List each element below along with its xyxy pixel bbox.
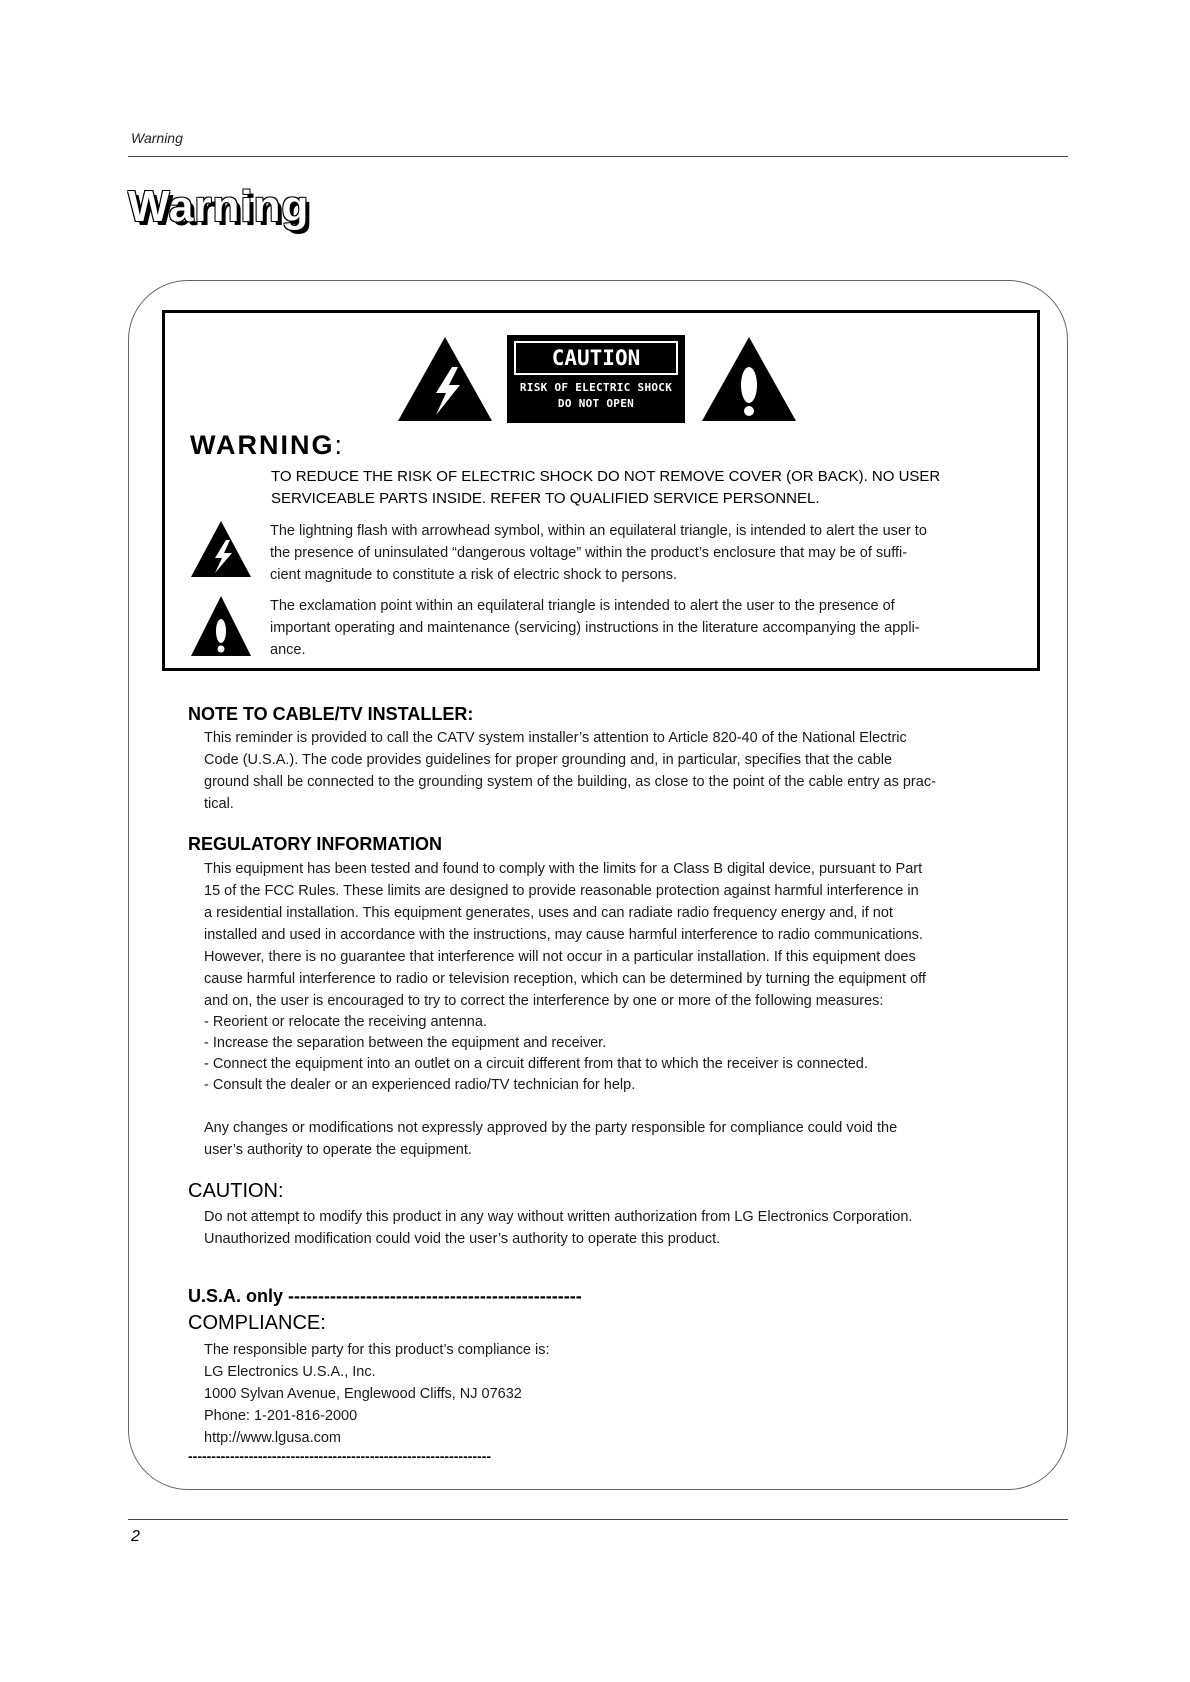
exclaim-text-line-1: The exclamation point within an equilateral triangle is intended to alert the user to the presence of: [270, 598, 895, 614]
compliance-heading: COMPLIANCE:: [188, 1312, 326, 1334]
warning-heading-colon: :: [334, 430, 345, 460]
regulatory-heading: REGULATORY INFORMATION: [188, 834, 442, 854]
regulatory-line-3: a residential installation. This equipment generates, uses and can radiate radio frequency energy and, if not: [204, 905, 893, 921]
page-number: 2: [131, 1528, 140, 1545]
regulatory-line-4: installed and used in accordance with the instructions, may cause harmful interference to radio communications.: [204, 927, 923, 943]
installer-line-4: tical.: [204, 796, 234, 812]
exclaim-text-line-3: ance.: [270, 642, 306, 658]
header-rule: [128, 156, 1068, 157]
usa-only-heading: [188, 1286, 582, 1307]
caution-label-line1: RISK OF ELECTRIC SHOCK: [519, 381, 673, 394]
compliance-url: http://www.lgusa.com: [204, 1430, 341, 1446]
installer-heading: NOTE TO CABLE/TV INSTALLER:: [188, 704, 474, 724]
regulatory-line-5: However, there is no guarantee that interference will not occur in a particular installation. If this equipment does: [204, 949, 916, 965]
warning-heading-text: WARNING: [190, 430, 335, 460]
regulatory-changes-line-2: user’s authority to operate the equipment.: [204, 1142, 472, 1158]
lightning-triangle-icon: [396, 335, 494, 423]
regulatory-line-2: 15 of the FCC Rules. These limits are designed to provide reasonable protection against harmful interference in: [204, 883, 919, 899]
caution-label: [507, 335, 685, 423]
regulatory-measure-1: - Reorient or relocate the receiving antenna.: [204, 1014, 487, 1030]
installer-line-1: This reminder is provided to call the CATV system installer’s attention to Article 820-40 of the National Electric: [204, 730, 907, 746]
exclaim-text-line-2: important operating and maintenance (servicing) instructions in the literature accompanying the appli-: [270, 620, 920, 636]
installer-line-2: Code (U.S.A.). The code provides guidelines for proper grounding and, in particular, specifies that the cable: [204, 752, 893, 768]
warning-main-line-1: TO REDUCE THE RISK OF ELECTRIC SHOCK DO NOT REMOVE COVER (OR BACK). NO USER: [271, 468, 941, 485]
regulatory-line-6: cause harmful interference to radio or television reception, which can be determined by turning the equipment off: [204, 971, 926, 987]
lightning-text-line-2: the presence of uninsulated “dangerous voltage” within the product’s enclosure that may be of suffi-: [270, 545, 908, 561]
usa-only-heading-dashes: -------------------------------------------------: [288, 1286, 582, 1306]
regulatory-measure-3: - Connect the equipment into an outlet on a circuit different from that to which the receiver is connected.: [204, 1056, 868, 1072]
footer-rule: [128, 1519, 1068, 1520]
regulatory-line-1: This equipment has been tested and found to comply with the limits for a Class B digital device, pursuant to Part: [204, 861, 923, 877]
warning-main-line-2: SERVICEABLE PARTS INSIDE. REFER TO QUALIFIED SERVICE PERSONNEL.: [271, 490, 820, 507]
page-title: Warning: [128, 182, 310, 231]
usa-only-heading-text: U.S.A. only: [188, 1286, 284, 1306]
caution-label-line2: DO NOT OPEN: [557, 397, 635, 410]
warning-heading: [190, 430, 344, 461]
exclamation-triangle-icon: [190, 595, 252, 657]
regulatory-measure-4: - Consult the dealer or an experienced radio/TV technician for help.: [204, 1077, 636, 1093]
exclamation-triangle-icon: [700, 335, 798, 423]
lightning-triangle-icon: [190, 520, 252, 578]
compliance-closing-dashes: -----------------------------------------------------------------: [188, 1448, 492, 1464]
caution-line-2: Unauthorized modification could void the user’s authority to operate this product.: [204, 1231, 721, 1247]
compliance-address: 1000 Sylvan Avenue, Englewood Cliffs, NJ 07632: [204, 1386, 522, 1402]
compliance-phone: Phone: 1-201-816-2000: [204, 1408, 358, 1424]
regulatory-measure-2: - Increase the separation between the equipment and receiver.: [204, 1035, 607, 1051]
regulatory-changes-line-1: Any changes or modifications not expressly approved by the party responsible for compliance could void the: [204, 1120, 898, 1136]
caution-line-1: Do not attempt to modify this product in any way without written authorization from LG Electronics Corporation.: [204, 1209, 913, 1225]
caution-heading: CAUTION:: [188, 1180, 284, 1202]
lightning-text-line-3: cient magnitude to constitute a risk of electric shock to persons.: [270, 567, 678, 583]
installer-line-3: ground shall be connected to the grounding system of the building, as close to the point of the cable entry as prac-: [204, 774, 936, 790]
compliance-line-1: The responsible party for this product’s compliance is:: [204, 1342, 550, 1358]
compliance-company: LG Electronics U.S.A., Inc.: [204, 1364, 376, 1380]
caution-label-title: CAUTION: [514, 341, 678, 375]
regulatory-line-7: and on, the user is encouraged to try to correct the interference by one or more of the following measures:: [204, 993, 884, 1009]
lightning-text-line-1: The lightning flash with arrowhead symbol, within an equilateral triangle, is intended to alert the user to: [270, 523, 927, 539]
running-header: Warning: [131, 130, 183, 146]
